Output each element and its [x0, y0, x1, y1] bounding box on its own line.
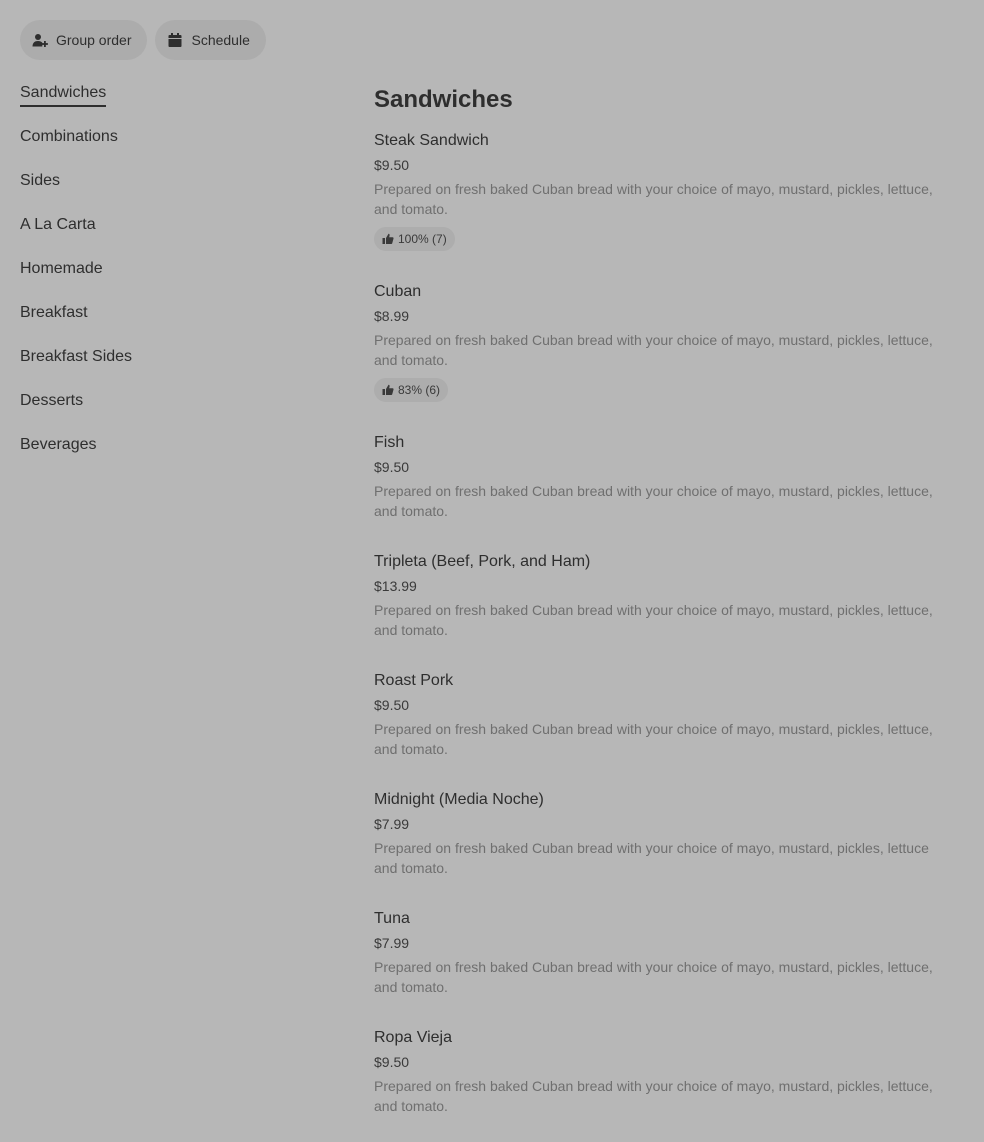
menu-item[interactable]	[374, 789, 954, 878]
menu-item[interactable]	[374, 281, 954, 402]
rating-badge	[374, 378, 448, 402]
sidebar-item-desserts[interactable]	[20, 390, 320, 434]
sidebar-item-label: Desserts	[20, 392, 84, 409]
sidebar-item-label: Sandwiches	[20, 82, 106, 107]
item-price: $7.99	[374, 816, 410, 832]
sidebar-item-beverages[interactable]	[20, 434, 320, 478]
schedule-label: Schedule	[191, 32, 250, 48]
sidebar-item-label: Breakfast Sides	[20, 348, 133, 365]
sidebar-item-label: Breakfast	[20, 304, 88, 321]
item-price: $9.50	[374, 1054, 410, 1070]
toolbar	[20, 20, 266, 60]
item-name: Ropa Vieja	[374, 1029, 452, 1046]
item-name: Midnight (Media Noche)	[374, 791, 544, 808]
sidebar-item-homemade[interactable]	[20, 258, 320, 302]
item-price: $8.99	[374, 308, 410, 324]
sidebar-item-combinations[interactable]	[20, 126, 320, 170]
item-description: Prepared on fresh baked Cuban bread with your choice of mayo, mustard, pickles, lettuce, and tomato.	[374, 721, 933, 757]
menu-item[interactable]	[374, 551, 954, 640]
item-name: Tuna	[374, 910, 410, 927]
menu-item[interactable]	[374, 432, 954, 521]
sidebar-item-label: A La Carta	[20, 216, 96, 233]
menu-item[interactable]	[374, 1027, 954, 1116]
rating-badge	[374, 227, 455, 251]
menu-item[interactable]	[374, 130, 954, 251]
item-name: Steak Sandwich	[374, 132, 489, 149]
thumbs-up-icon	[382, 233, 394, 245]
thumbs-up-icon	[382, 384, 394, 396]
item-price: $7.99	[374, 935, 410, 951]
sidebar-item-breakfast[interactable]	[20, 302, 320, 346]
item-name: Cuban	[374, 283, 422, 300]
rating-text: 83% (6)	[398, 383, 441, 397]
sidebar-item-label: Homemade	[20, 260, 103, 277]
sidebar-item-breakfast-sides[interactable]	[20, 346, 320, 390]
sidebar-item-a-la-carta[interactable]	[20, 214, 320, 258]
item-description: Prepared on fresh baked Cuban bread with your choice of mayo, mustard, pickles, lettuce, and tomato.	[374, 1078, 933, 1114]
item-price: $9.50	[374, 697, 410, 713]
item-description: Prepared on fresh baked Cuban bread with your choice of mayo, mustard, pickles, lettuce, and tomato.	[374, 181, 933, 217]
category-sidebar	[20, 82, 320, 478]
item-name: Fish	[374, 434, 405, 451]
rating-text: 100% (7)	[398, 232, 447, 246]
sidebar-item-label: Combinations	[20, 128, 118, 145]
item-price: $13.99	[374, 578, 417, 594]
menu-item-list	[374, 130, 954, 1116]
item-description: Prepared on fresh baked Cuban bread with your choice of mayo, mustard, pickles, lettuce, and tomato.	[374, 602, 933, 638]
menu-main	[374, 84, 954, 1116]
menu-item[interactable]	[374, 670, 954, 759]
item-description: Prepared on fresh baked Cuban bread with your choice of mayo, mustard, pickles, lettuce, and tomato.	[374, 483, 933, 519]
item-description: Prepared on fresh baked Cuban bread with your choice of mayo, mustard, pickles, lettuce, and tomato.	[374, 332, 933, 368]
group-order-label: Group order	[56, 32, 132, 48]
item-price: $9.50	[374, 459, 410, 475]
menu-item[interactable]	[374, 908, 954, 997]
item-description: Prepared on fresh baked Cuban bread with your choice of mayo, mustard, pickles, lettuce, and tomato.	[374, 959, 933, 995]
add-person-icon	[32, 32, 48, 48]
calendar-icon	[167, 32, 183, 48]
sidebar-item-sandwiches[interactable]	[20, 82, 320, 126]
item-name: Roast Pork	[374, 672, 454, 689]
item-name: Tripleta (Beef, Pork, and Ham)	[374, 553, 591, 570]
group-order-button[interactable]	[20, 20, 147, 60]
schedule-button[interactable]	[155, 20, 265, 60]
item-price: $9.50	[374, 157, 410, 173]
sidebar-item-label: Sides	[20, 172, 61, 189]
sidebar-item-label: Beverages	[20, 436, 97, 453]
sidebar-item-sides[interactable]	[20, 170, 320, 214]
item-description: Prepared on fresh baked Cuban bread with your choice of mayo, mustard, pickles, lettuce and tomato.	[374, 840, 929, 876]
section-title: Sandwiches	[374, 86, 513, 113]
